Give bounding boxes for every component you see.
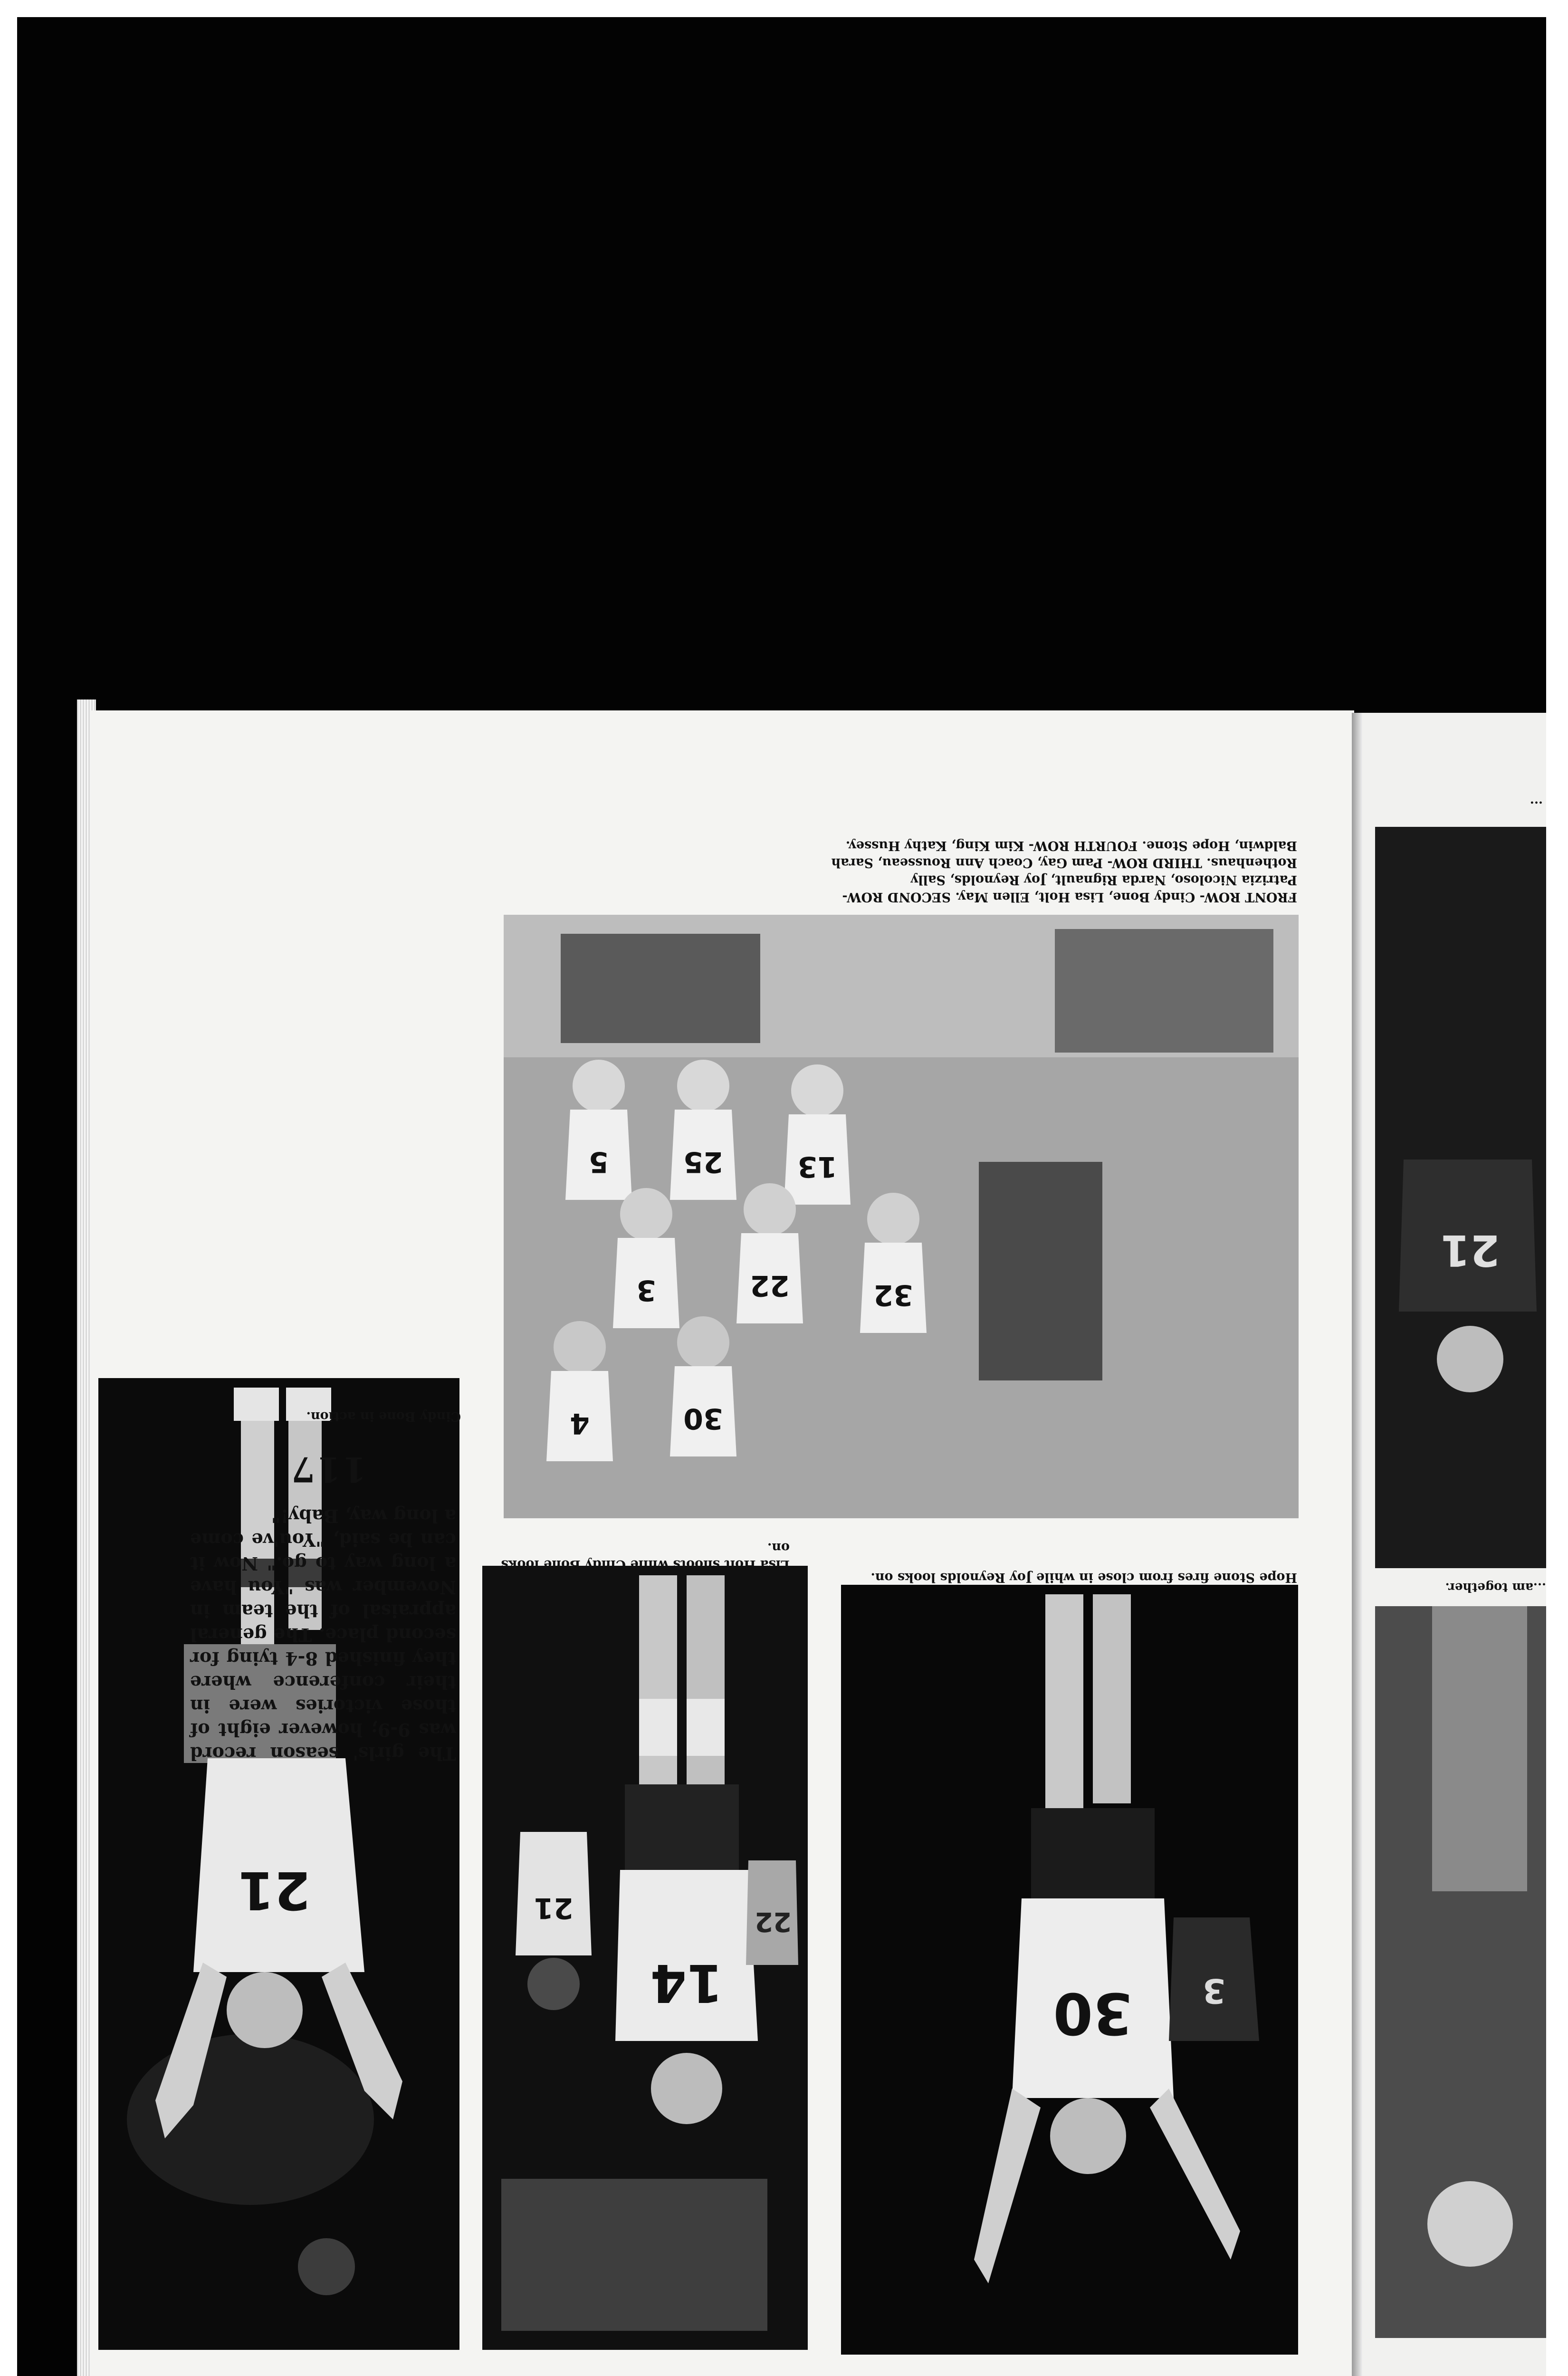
facing-caption-top: ...: [1530, 798, 1543, 813]
svg-text:30: 30: [1053, 1980, 1133, 2046]
lisa-holt-photo: [482, 1566, 808, 2350]
svg-text:25: 25: [683, 1145, 723, 1178]
svg-text:3: 3: [636, 1274, 656, 1307]
hope-stone-photo: [841, 1585, 1298, 2355]
yearbook-page: [90, 710, 1354, 2376]
svg-text:22: 22: [750, 1269, 790, 1302]
svg-text:22: 22: [755, 1906, 792, 1937]
jersey-number: 21: [238, 1860, 311, 1921]
svg-text:13: 13: [797, 1150, 837, 1183]
svg-text:32: 32: [873, 1278, 913, 1312]
facing-photo-bottom: [1375, 1606, 1546, 2338]
svg-text:3: 3: [1202, 1971, 1226, 2010]
book-gutter: [1352, 713, 1362, 2376]
svg-text:30: 30: [683, 1402, 723, 1435]
facing-page: [1362, 713, 1546, 2376]
svg-text:14: 14: [650, 1953, 723, 2013]
svg-text:5: 5: [589, 1145, 609, 1178]
facing-photo-top: [1375, 827, 1546, 1568]
svg-text:21: 21: [534, 1891, 574, 1925]
team-photo-caption: FRONT ROW- Cindy Bone, Lisa Holt, Ellen May. SECOND ROW- Patrizia Nicoloso, Narda Rignault, Joy Reynolds, Sally Rothenhaus. THIRD ROW- Pam Gay, Coach Ann Rousseau, Sarah Baldwin, Hope Stone. FOURTH ROW- Kim King, Kathy Hussey.: [831, 838, 1297, 904]
page-number: 117: [289, 1449, 367, 1490]
season-summary-text: The girls' season record was 9-9; however eight of those victories were in their conference where they finished 8-4 tying for second place. The general appraisal of the team in November was "You have a long way to go." Now it can be said, "You've come a long way, Baby!": [190, 1505, 456, 1764]
facing-caption-bottom: ...am together.: [1445, 1580, 1546, 1594]
svg-text:21: 21: [1440, 1225, 1500, 1275]
team-photo: [504, 915, 1299, 1518]
svg-text:4: 4: [570, 1407, 590, 1440]
cindy-bone-caption: Cindy Bone in action.: [306, 1409, 461, 1424]
hope-stone-caption: Hope Stone fires from close in while Joy Reynolds looks on.: [870, 1570, 1297, 1585]
lisa-holt-caption: Lisa Holt shoots while Cindy Bone looks on.: [501, 1540, 790, 1572]
